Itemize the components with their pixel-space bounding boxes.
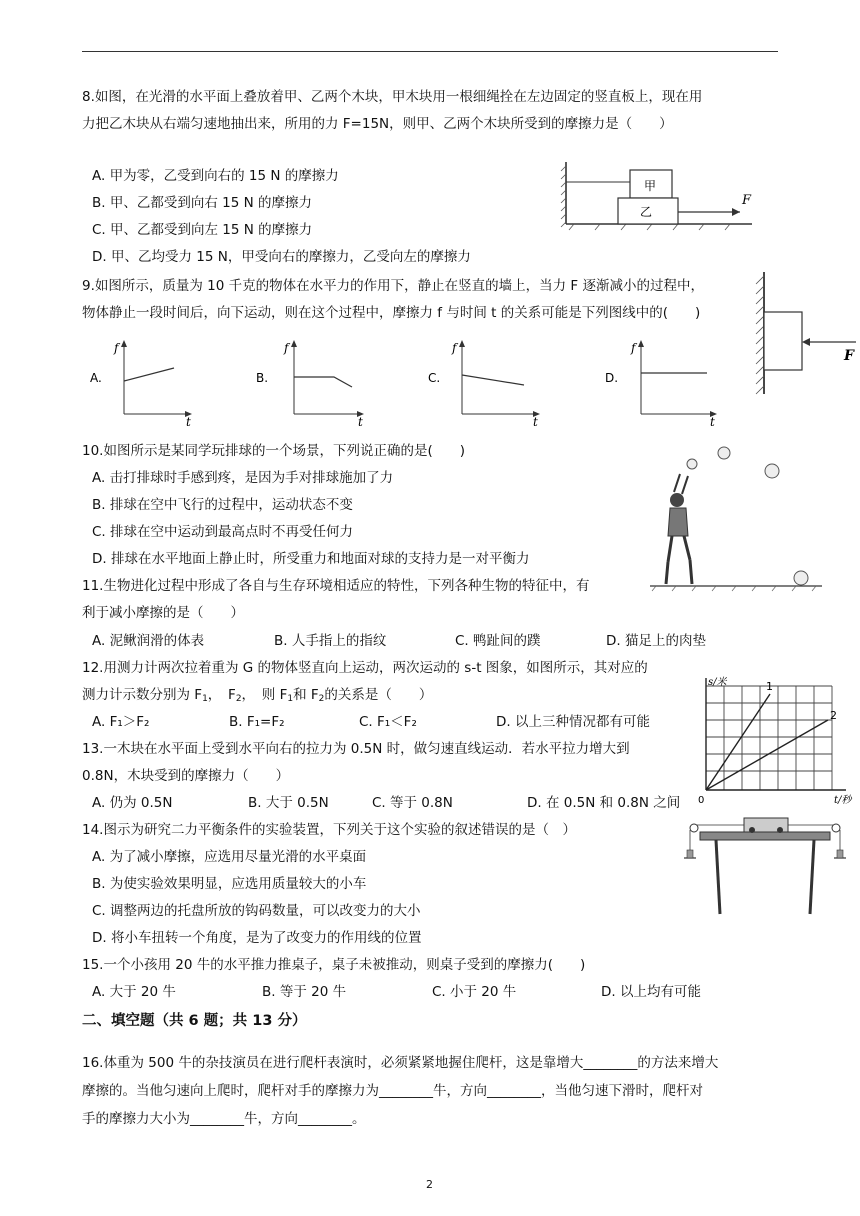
q15-stem: 15.一个小孩用 20 牛的水平推力推桌子，桌子未被推动，则桌子受到的摩擦力( ) xyxy=(82,957,586,973)
q15-option-d[interactable]: D. 以上均有可能 xyxy=(601,984,701,1000)
q13-option-c[interactable]: C. 等于 0.8N xyxy=(372,795,453,811)
q16-line2: 摩擦的。当他匀速向上爬时，爬杆对手的摩擦力为________牛，方向________，当他匀速下滑时，爬杆对 xyxy=(82,1083,703,1099)
q13-option-d[interactable]: D. 在 0.5N 和 0.8N 之间 xyxy=(527,795,681,811)
st-x-label: t/秒 xyxy=(834,795,852,806)
q12-st-graph xyxy=(696,676,856,808)
q12-option-c[interactable]: C. F₁＜F₂ xyxy=(359,714,417,730)
q9-stem-line1: 9.如图所示，质量为 10 千克的物体在水平力的作用下，静止在竖直的墙上，当力 F 逐渐减小的过程中， xyxy=(82,278,704,294)
q13-stem-line2: 0.8N，木块受到的摩擦力（ ） xyxy=(82,768,290,784)
graph-c-y-axis: f xyxy=(452,341,457,355)
graph-d-x-axis: t xyxy=(710,415,715,428)
q9-graph-b[interactable] xyxy=(254,338,366,428)
q14-option-d[interactable]: D. 将小车扭转一个角度，是为了改变力的作用线的位置 xyxy=(92,930,422,946)
q10-option-d[interactable]: D. 排球在水平地面上静止时，所受重力和地面对球的支持力是一对平衡力 xyxy=(92,551,530,567)
q8-option-d[interactable]: D. 甲、乙均受力 15 N，甲受向右的摩擦力，乙受向左的摩擦力 xyxy=(92,249,471,265)
q8-option-a[interactable]: A. 甲为零，乙受到向右的 15 N 的摩擦力 xyxy=(92,168,339,184)
q10-option-c[interactable]: C. 排球在空中运动到最高点时不再受任何力 xyxy=(92,524,354,540)
q11-option-a[interactable]: A. 泥鳅润滑的体表 xyxy=(92,633,205,649)
wall-block xyxy=(764,312,802,370)
block-jia-label: 甲 xyxy=(644,179,657,193)
q16-line3: 手的摩擦力大小为________牛，方向________。 xyxy=(82,1111,366,1127)
graph-a-y-axis: f xyxy=(114,341,119,355)
q14-option-c[interactable]: C. 调整两边的托盘所放的钩码数量，可以改变力的大小 xyxy=(92,903,421,919)
q10-volleyball-figure xyxy=(646,440,826,592)
q14-option-a[interactable]: A. 为了减小摩擦，应选用尽量光滑的水平桌面 xyxy=(92,849,367,865)
graph-b-label: B. xyxy=(256,371,269,385)
q15-option-c[interactable]: C. 小于 20 牛 xyxy=(432,984,517,1000)
q11-option-d[interactable]: D. 猫足上的肉垫 xyxy=(606,633,706,649)
block-yi-label: 乙 xyxy=(640,205,653,219)
st-line-1-label: 1 xyxy=(766,680,773,693)
graph-b-line xyxy=(294,377,352,387)
st-y-label: s/米 xyxy=(708,677,727,688)
q9-graph-c[interactable] xyxy=(426,338,544,428)
graph-d-label: D. xyxy=(605,371,619,385)
q9-graph-a[interactable] xyxy=(88,338,193,428)
graph-b-x-axis: t xyxy=(358,415,363,428)
q11-option-c[interactable]: C. 鸭趾间的蹼 xyxy=(455,633,541,649)
q12-option-a[interactable]: A. F₁＞F₂ xyxy=(92,714,150,730)
wall-force-label: F xyxy=(844,348,854,364)
q10-option-a[interactable]: A. 击打排球时手感到疼，是因为手对排球施加了力 xyxy=(92,470,394,486)
section-heading-fill-in: 二、填空题（共 6 题；共 13 分） xyxy=(82,1013,307,1029)
graph-a-x-axis: t xyxy=(186,415,191,428)
q10-stem: 10.如图所示是某同学玩排球的一个场景，下列说正确的是( ) xyxy=(82,443,466,459)
st-line-2-label: 2 xyxy=(830,709,837,722)
q14-option-b[interactable]: B. 为使实验效果明显，应选用质量较大的小车 xyxy=(92,876,367,892)
q9-wall-figure xyxy=(746,270,858,400)
q12-option-d[interactable]: D. 以上三种情况都有可能 xyxy=(496,714,650,730)
q12-option-b[interactable]: B. F₁=F₂ xyxy=(229,714,285,730)
q10-option-b[interactable]: B. 排球在空中飞行的过程中，运动状态不变 xyxy=(92,497,353,513)
st-origin: 0 xyxy=(698,795,705,806)
graph-c-x-axis: t xyxy=(533,415,538,428)
page-number: 2 xyxy=(426,1178,433,1191)
graph-c-line xyxy=(462,375,524,385)
graph-d-y-axis: f xyxy=(631,341,636,355)
graph-b-y-axis: f xyxy=(284,341,289,355)
graph-a-label: A. xyxy=(90,371,102,385)
q14-apparatus-figure xyxy=(680,816,850,918)
q14-stem: 14.图示为研究二力平衡条件的实验装置，下列关于这个实验的叙述错误的是（ ） xyxy=(82,822,576,838)
header-rule xyxy=(82,51,778,52)
q9-stem-line2: 物体静止一段时间后，向下运动，则在这个过程中，摩擦力 f 与时间 t 的关系可能是下列图线中的( ) xyxy=(82,305,701,321)
graph-c-label: C. xyxy=(428,371,441,385)
q8-stem-line1: 8.如图，在光滑的水平面上叠放着甲、乙两个木块，甲木块用一根细绳拴在左边固定的竖直板上，现在用 xyxy=(82,89,703,105)
q9-graph-d[interactable] xyxy=(603,338,721,428)
q15-option-b[interactable]: B. 等于 20 牛 xyxy=(262,984,347,1000)
q11-stem-line2: 利于减小摩擦的是（ ） xyxy=(82,605,244,621)
q8-option-c[interactable]: C. 甲、乙都受到向左 15 N 的摩擦力 xyxy=(92,222,313,238)
q13-stem-line1: 13.一木块在水平面上受到水平向右的拉力为 0.5N 时，做匀速直线运动．若水平拉力增大到 xyxy=(82,741,630,757)
q15-option-a[interactable]: A. 大于 20 牛 xyxy=(92,984,176,1000)
q8-option-b[interactable]: B. 甲、乙都受到向右 15 N 的摩擦力 xyxy=(92,195,312,211)
q16-line1: 16.体重为 500 牛的杂技演员在进行爬杆表演时，必须紧紧地握住爬杆，这是靠增大________的方法来增大 xyxy=(82,1055,719,1071)
q12-stem-line2: 测力计示数分别为 $F_1$， $F_2$， 则 $F_1$和 $F_2$的关系是（ ） xyxy=(82,687,433,704)
q13-option-b[interactable]: B. 大于 0.5N xyxy=(248,795,329,811)
q13-option-a[interactable]: A. 仍为 0.5N xyxy=(92,795,173,811)
q8-stem-line2: 力把乙木块从右端匀速地抽出来，所用的力 F=15N，则甲、乙两个木块所受到的摩擦力是（ ） xyxy=(82,116,673,132)
q11-option-b[interactable]: B. 人手指上的指纹 xyxy=(274,633,387,649)
q12-stem-line1: 12.用测力计两次拉着重为 G 的物体竖直向上运动，两次运动的 s-t 图象，如图所示，其对应的 xyxy=(82,660,648,676)
q8-block-figure xyxy=(560,160,760,232)
graph-a-line xyxy=(124,368,174,381)
q11-stem-line1: 11.生物进化过程中形成了各自与生存环境相适应的特性，下列各种生物的特征中，有 xyxy=(82,578,590,594)
force-label: F xyxy=(742,193,752,208)
